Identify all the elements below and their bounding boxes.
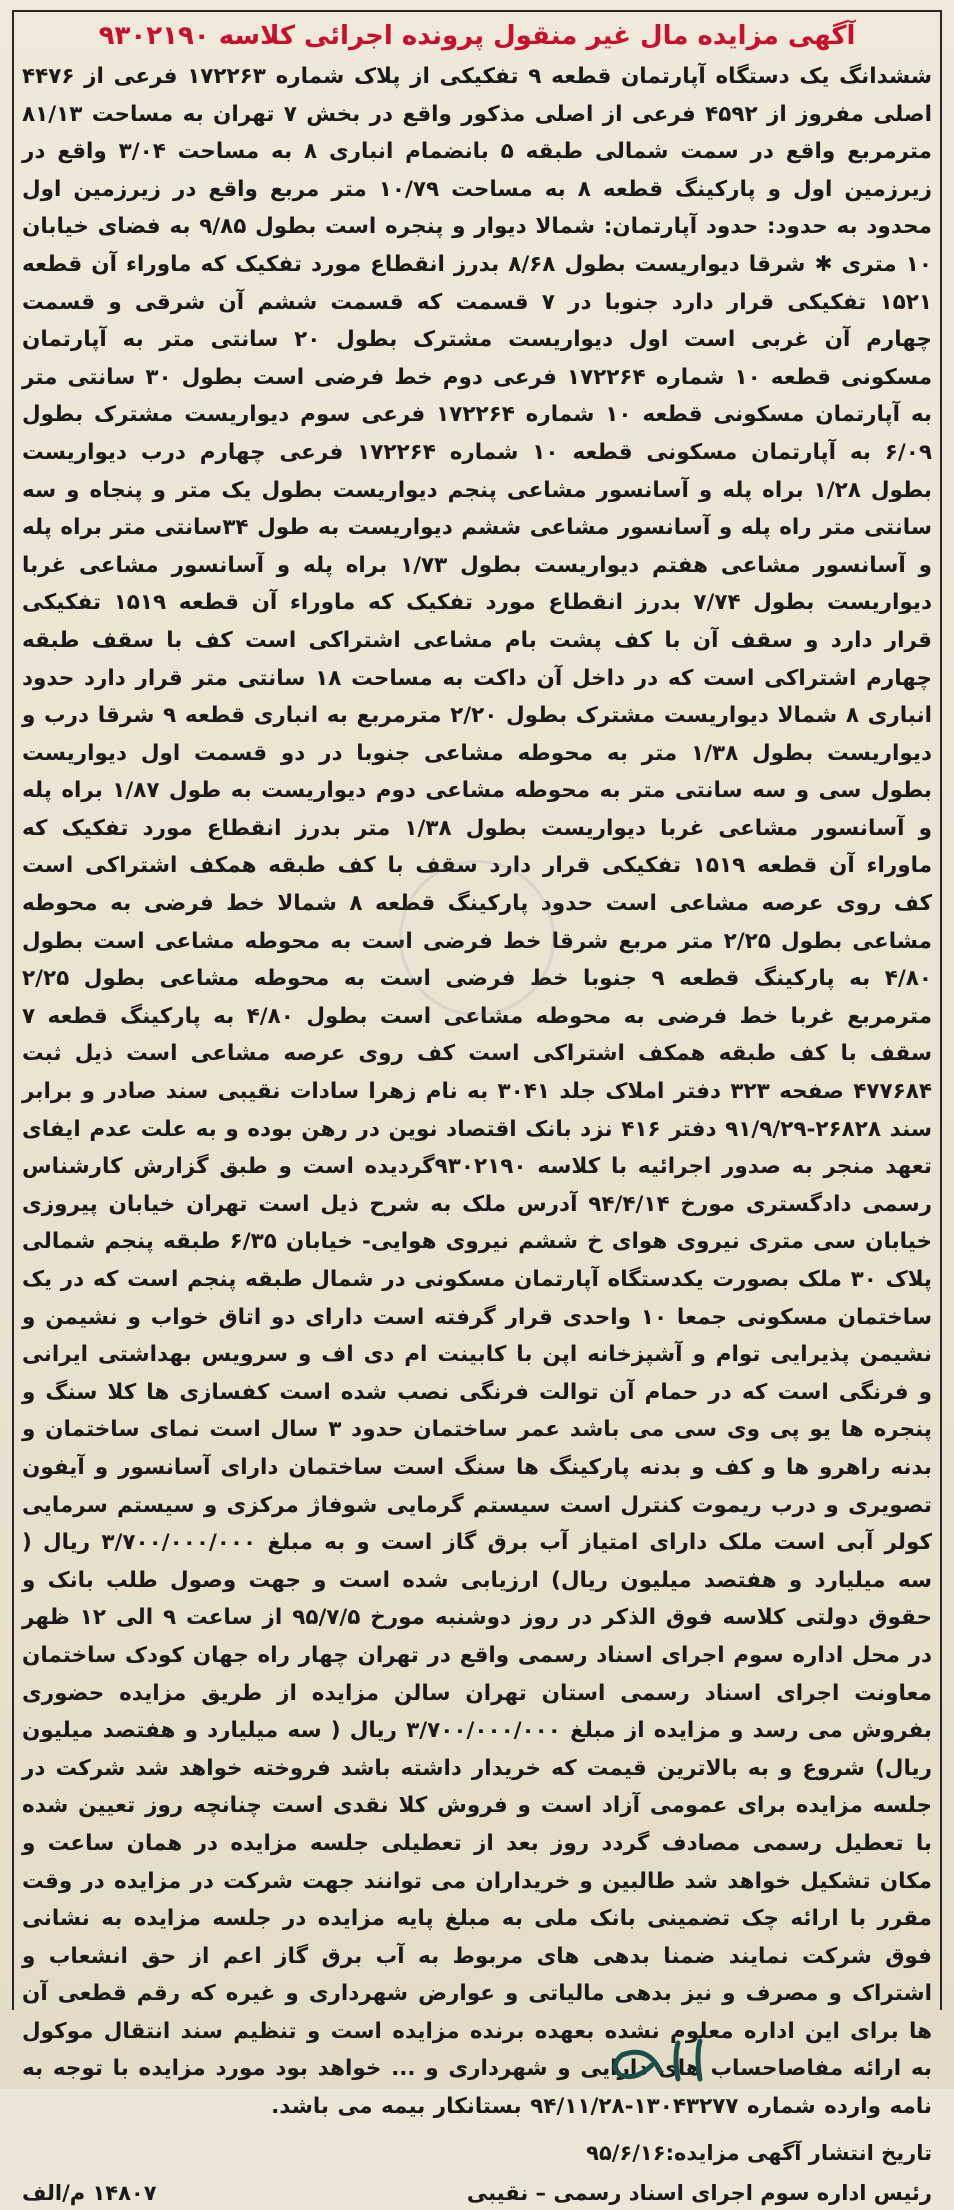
publication-date: تاریخ انتشار آگهی مزایده:۹۵/۶/۱۶ [586,2140,932,2165]
notice-title: آگهی مزایده مال غیر منقول پرونده اجرائی کلاسه ۹۳۰۲۱۹۰ [98,21,856,51]
notice-frame [12,10,942,2205]
reference-number: ۱۴۸۰۷ م/الف [22,2180,157,2205]
notice-body: ششدانگ یک دستگاه آپارتمان قطعه ۹ تفکیکی از پلاک شماره ۱۷۲۲۶۳ فرعی از ۴۴۷۶ اصلی مفروز از ۴۵۹۲ فرعی از اصلی مذکور واقع در بخش ۷ تهران به مساحت ۸۱/۱۳ مترمربع واقع در سمت شمالی طبقه ۵ بانضمام انباری ۸ به مساحت ۳/۰۴ واقع در زیرزمین اول و پارکینگ قطعه ۸ به مساحت ۱۰/۷۹ متر مربع واقع در زیرزمین اول محدود به حدود: حدود آپارتمان: شمالا دیوار و پنجره است بطول ۹/۸۵ به فضای خیابان ۱۰ متری ✱ شرقا دیواریست بطول ۸/۶۸ بدرز انقطاع مورد تفکیک که ماوراء آن قطعه ۱۵۲۱ تفکیکی قرار دارد جنوبا در ۷ قسمت که قسمت ششم آن شرقی و قسمت چهارم آن غربی است اول دیواریست مشترک بطول ۲۰ سانتی متر به آپارتمان مسکونی قطعه ۱۰ شماره ۱۷۲۲۶۴ فرعی دوم خط فرضی است بطول ۳۰ سانتی متر به آپارتمان مسکونی قطعه ۱۰ شماره ۱۷۲۲۶۴ فرعی سوم دیواریست مشترک بطول ۶/۰۹ به آپارتمان مسکونی قطعه ۱۰ شماره ۱۷۲۲۶۴ فرعی چهارم درب دیواریست بطول ۱/۲۸ براه پله و آسانسور مشاعی پنجم دیواریست بطول یک متر و پنجاه و سه سانتی متر راه پله و آسانسور مشاعی ششم دیواریست به طول ۳۴سانتی متر براه پله و آسانسور مشاعی هفتم دیواریست بطول ۱/۷۳ براه پله و آسانسور مشاعی غربا دیواریست بطول ۷/۷۴ بدرز انقطاع مورد تفکیک که ماوراء آن قطعه ۱۵۱۹ تفکیکی قرار دارد و سقف آن با کف پشت بام مشاعی اشتراکی است کف با سقف طبقه چهارم اشتراکی است که در داخل آن داکت به مساحت ۱۸ سانتی متر قرار دارد حدود انباری ۸ شمالا دیواریست مشترک بطول ۲/۲۰ مترمربع به انباری قطعه ۹ شرقا درب و دیواریست بطول ۱/۳۸ متر به محوطه مشاعی جنوبا در دو قسمت اول دیواریست بطول سی و سه سانتی متر به محوطه مشاعی دوم دیواریست به طول ۱/۸۷ براه پله و آسانسور مشاعی غربا دیواریست بطول ۱/۳۸ متر بدرز انقطاع مورد تفکیک که ماوراء آن قطعه ۱۵۱۹ تفکیکی قرار دارد سقف با کف طبقه همکف اشتراکی است کف روی عرصه مشاعی است حدود پارکینگ قطعه ۸ شمالا خط فرضی به محوطه مشاعی بطول ۲/۲۵ متر مربع شرقا خط فرضی است به محوطه مشاعی است بطول ۴/۸۰ به پارکینگ قطعه ۹ جنوبا خط فرضی است به محوطه مشاعی بطول ۲/۲۵ مترمربع غربا خط فرضی به محوطه مشاعی است بطول ۴/۸۰ به پارکینگ قطعه ۷ سقف با کف طبقه همکف اشتراکی است کف روی عرصه مشاعی است ذیل ثبت ۴۷۷۶۸۴ صفحه ۳۲۳ دفتر املاک جلد ۳۰۴۱ به نام زهرا سادات نقیبی سند صادر و برابر سند ۲۶۸۲۸-۹۱/۹/۲۹ دفتر ۴۱۶ نزد بانک اقتصاد نوین در رهن بوده و به علت عدم ایفای تعهد منجر به صدور اجرائیه با کلاسه ۹۳۰۲۱۹۰گردیده است و طبق گزارش کارشناس رسمی دادگستری مورخ ۹۴/۴/۱۴ آدرس ملک به شرح ذیل است تهران خیابان پیروزی خیابان سی متری نیروی هوای خ ششم نیروی هوایی- خیابان ۶/۳۵ طبقه پنجم شمالی پلاک ۳۰ ملک بصورت یکدستگاه آپارتمان مسکونی در شمال طبقه پنجم است که در یک ساختمان مسکونی جمعا ۱۰ واحدی قرار گرفته است دارای دو اتاق خواب و نشیمن و نشیمن پذیرایی توام و آشپزخانه اپن با کابینت ام دی اف و سرویس بهداشتی ایرانی و فرنگی است که در حمام آن توالت فرنگی نصب شده است کفسازی ها کلا سنگ و پنجره ها یو پی وی سی می باشد عمر ساختمان حدود ۳ سال است نمای ساختمان و بدنه راهرو ها و کف و بدنه پارکینگ ها سنگ است ساختمان دارای آسانسور و آیفون تصویری و درب ریموت کنترل است سیستم گرمایی شوفاژ مرکزی و سیستم سرمایی کولر آبی است ملک دارای امتیاز آب برق گاز است و به مبلغ ۳/۷۰۰/۰۰۰/۰۰۰ ریال ( سه میلیارد و هفتصد میلیون ریال) ارزیابی شده است و جهت وصول طلب بانک و حقوق دولتی کلاسه فوق الذکر در روز دوشنبه مورخ ۹۵/۷/۵ از ساعت ۹ الی ۱۲ ظهر در محل اداره سوم اجرای اسناد رسمی واقع در تهران چهار راه جهان کودک ساختمان معاونت اجرای اسناد رسمی استان تهران سالن مزایده از طریق مزایده حضوری بفروش می رسد و مزایده از مبلغ ۳/۷۰۰/۰۰۰/۰۰۰ ریال ( سه میلیارد و هفتصد میلیون ریال) شروع و به بالاترین قیمت که خریدار داشته باشد فروخته خواهد شد شرکت در جلسه مزایده برای عمومی آزاد است و فروش کلا نقدی است چنانچه روز تعیین شده با تعطیل رسمی مصادف گردد روز بعد از تعطیلی جلسه مزایده در همان ساعت و مکان تشکیل خواهد شد طالبین و خریداران می توانند جهت شرکت در مزایده در وقت مقرر با ارائه چک تضمینی بانک ملی به مبلغ پایه مزایده در جلسه مزایده به نشانی فوق شرکت نمایند ضمنا بدهی های مربوط به آب برق گاز اعم از حق انشعاب و اشتراک و مصرف و نیز بدهی مالیاتی و عوارض شهرداری و غیره که رقم قطعی آن ها برای این اداره معلوم نشده بعهده برنده مزایده است و تنظیم سند انتقال موکول به ارائه مفاصاحساب های دارایی و شهرداری و ... خواهد بود مورد مزایده با توجه به نامه وارده شماره ۱۳۰۴۳۲۷۷-۹۴/۱۱/۲۸ بستانکار بیمه می باشد. [22,64,933,2120]
notice-footer [22,2176,932,2210]
signature-line: رئیس اداره سوم اجرای اسناد رسمی – نقیبی [466,2180,932,2205]
